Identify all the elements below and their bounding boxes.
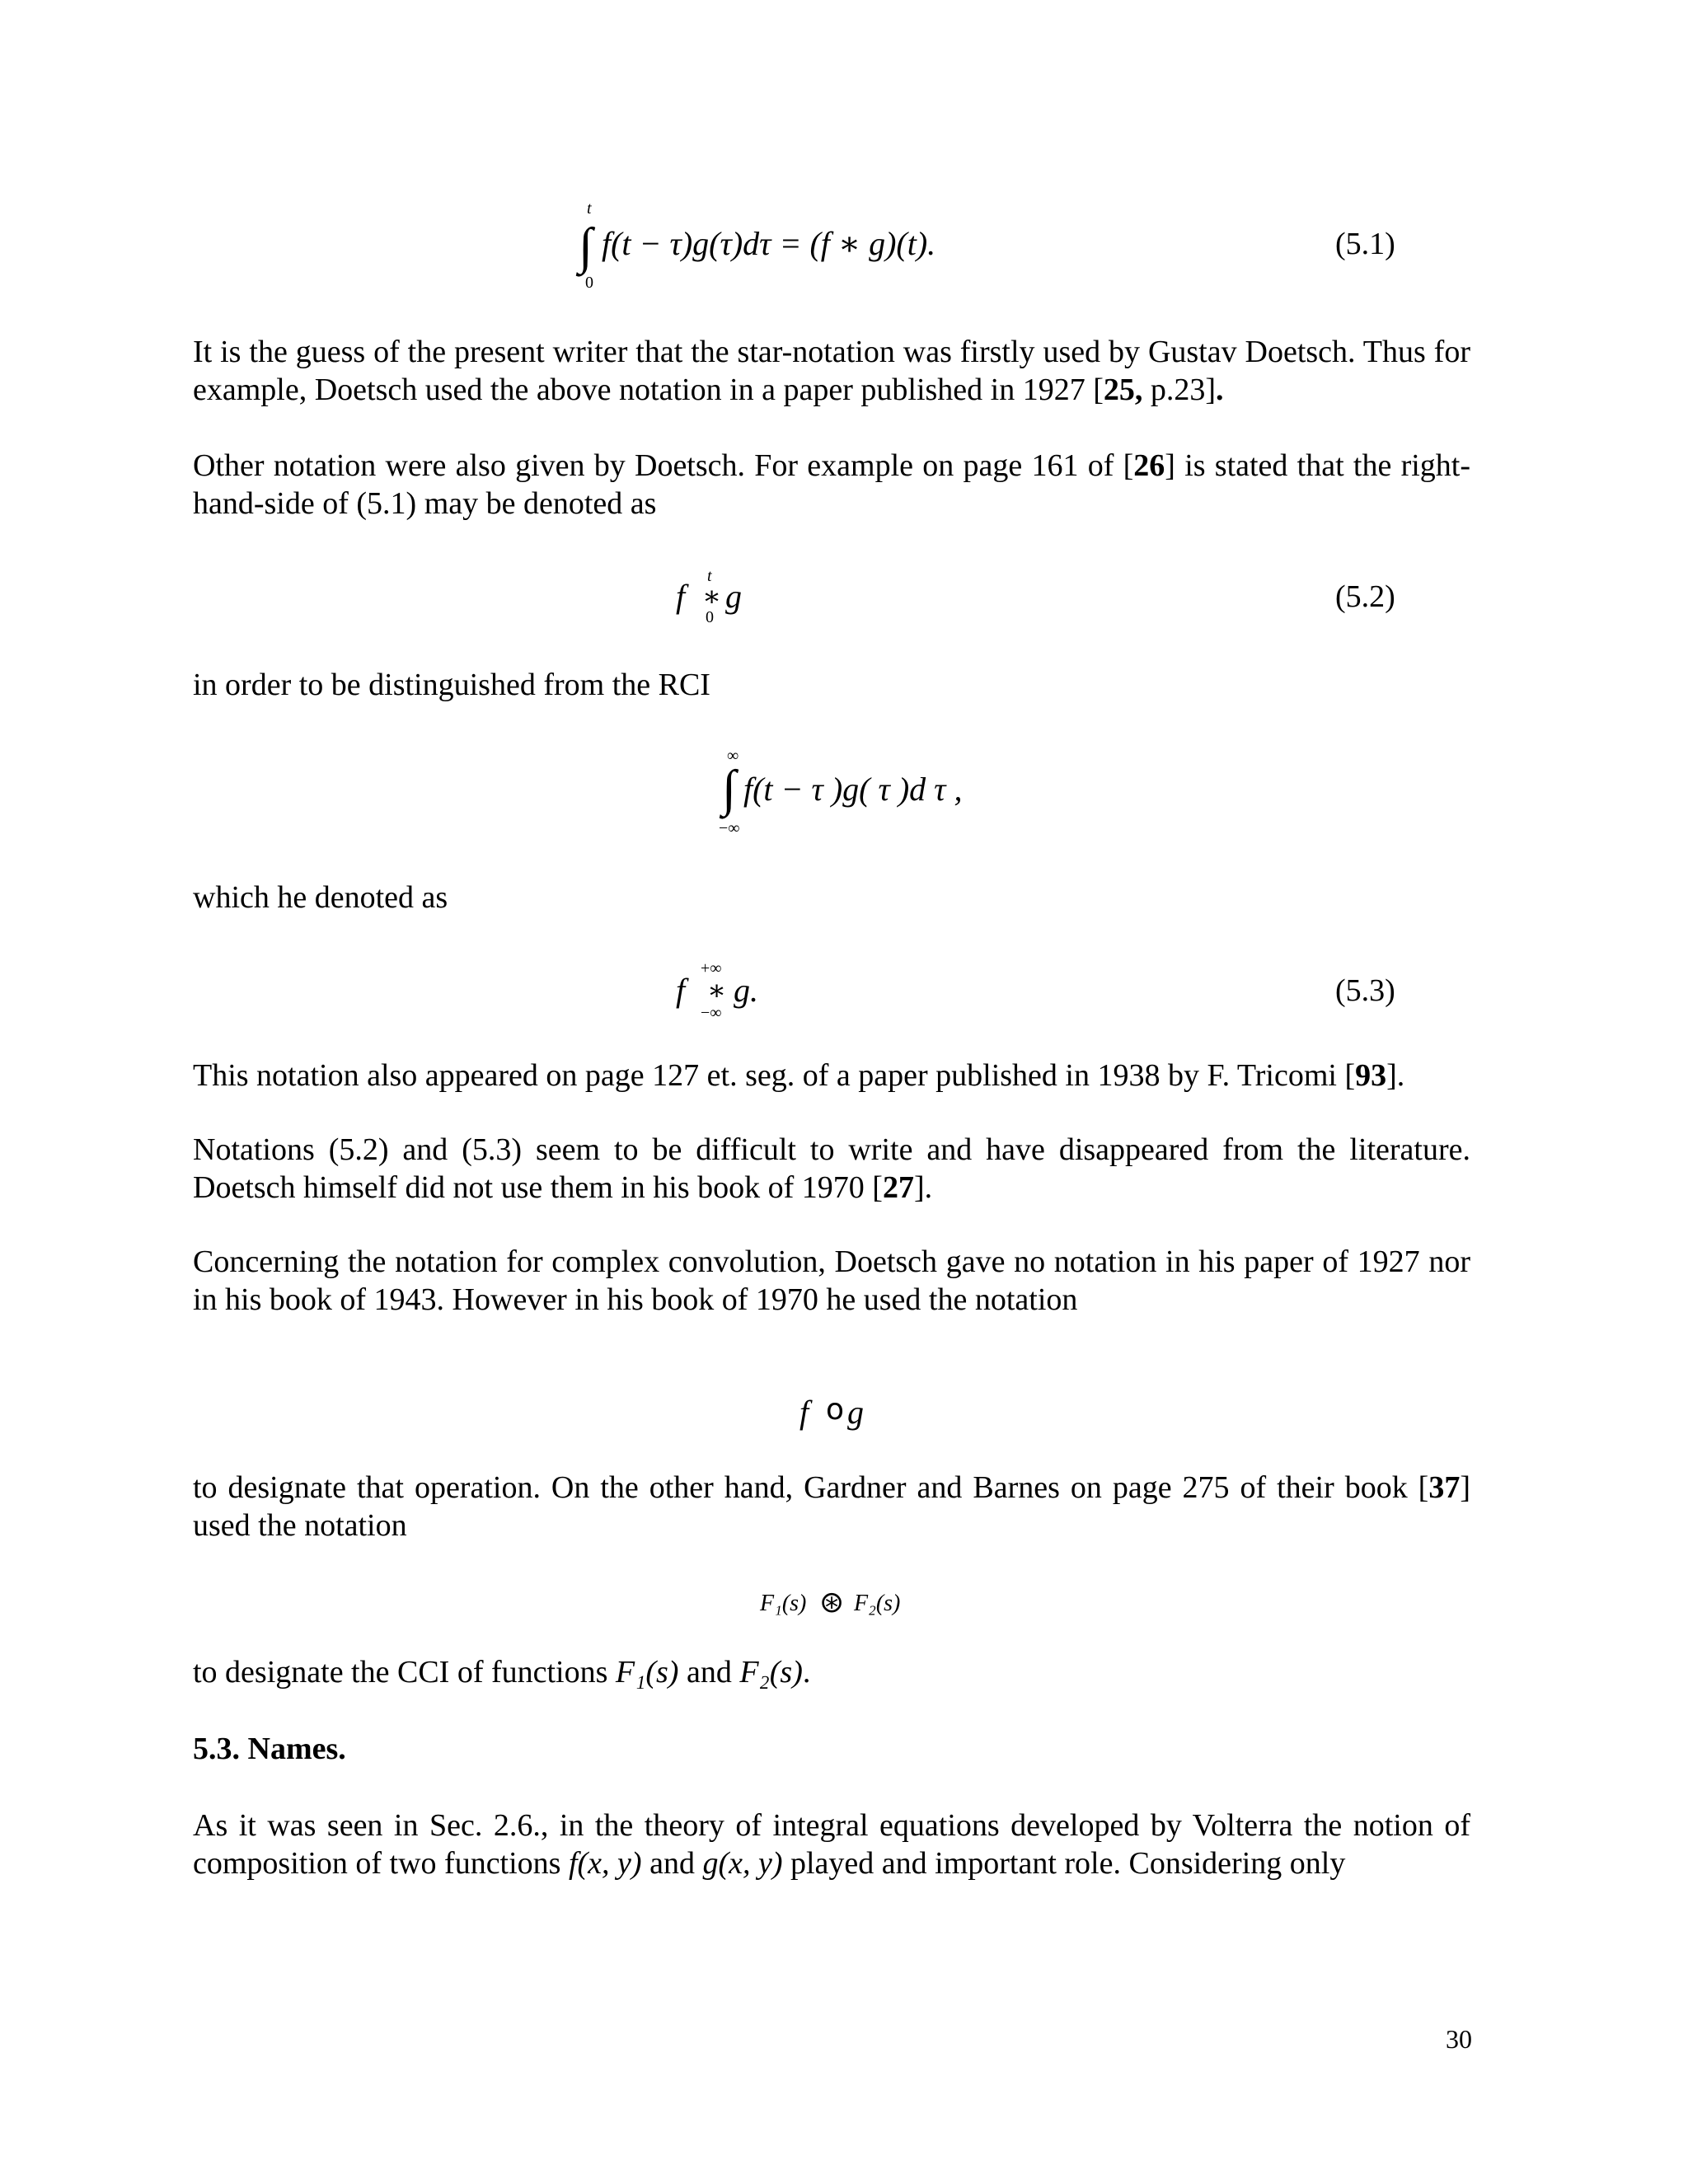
page-number: 30 (1446, 2024, 1472, 2054)
eq3-number: (5.3) (1335, 973, 1395, 1008)
eq1-body: f(t − τ)g(τ)dτ = (f ∗ g)(t). (602, 225, 936, 262)
eq3-g: g. (734, 972, 758, 1009)
paragraph-rci: in order to be distinguished from the RCI (193, 668, 710, 702)
paragraph-star-notation: It is the guess of the present writer that the star-notation was firstly used by Gustav Doetsch. Thus for example, Doetsch used the above notation in a paper published in 1927 [25, p.23]. (193, 335, 1470, 407)
rci-body: f(t − τ )g( τ )d τ , (743, 771, 963, 808)
rci-lower-limit: −∞ (719, 819, 740, 837)
cci-left: F₁(s) (760, 1591, 807, 1616)
integral-sign: ∫ (722, 761, 736, 817)
fog-f: f (799, 1394, 809, 1431)
paragraph-denoted: which he denoted as (193, 880, 448, 915)
eq2-g: g (725, 578, 742, 615)
ref-93: 93 (1355, 1058, 1387, 1093)
rci-upper-limit: ∞ (727, 747, 739, 765)
eq2-lower-limit: 0 (706, 608, 714, 626)
eq3-lower-limit: −∞ (701, 1004, 722, 1022)
paragraph-other-notation: Other notation were also given by Doetsch. For example on page 161 of [26] is stated that the right-hand-side of (5.1) may be denoted as (193, 448, 1470, 521)
eq3-upper-limit: +∞ (701, 959, 722, 977)
integral-sign: ∫ (579, 218, 593, 274)
paragraph-tricomi: This notation also appeared on page 127 et. seg. of a paper published in 1938 by F. Tricomi [93]. (193, 1058, 1405, 1093)
eq1-upper-limit: t (587, 199, 592, 218)
fog-circle-operator: o (826, 1393, 845, 1427)
eq2-upper-limit: t (707, 567, 712, 585)
eq2-number: (5.2) (1335, 579, 1395, 614)
paragraph-difficult-notations: Notations (5.2) and (5.3) seem to be difficult to write and have disappeared from the literature. Doetsch himself did not use them in his book of 1970 [27]. (193, 1132, 1470, 1205)
cci-right: F₂(s) (854, 1591, 901, 1616)
paragraph-gardner-barnes: to designate that operation. On the other hand, Gardner and Barnes on page 275 of their book [37] used the notation (193, 1470, 1470, 1543)
ref-26: 26 (1133, 448, 1165, 483)
eq3-star: ∗ (707, 976, 727, 1006)
ref-27: 27 (882, 1170, 914, 1205)
ref-25: 25, (1103, 373, 1143, 407)
eq3-f: f (676, 972, 686, 1009)
eq1-lower-limit: 0 (585, 274, 593, 292)
eq2-f: f (676, 578, 686, 615)
paragraph-names: As it was seen in Sec. 2.6., in the theory of integral equations developed by Volterra the notion of composition of two functions f(x, y) and g(x, y) played and important role. Considering only (193, 1808, 1470, 1881)
paragraph-complex-convolution: Concerning the notation for complex convolution, Doetsch gave no notation in his paper of 1927 nor in his book of 1943. However in his book of 1970 he used the notation (193, 1244, 1470, 1317)
cci-operator: ⊛ (819, 1586, 845, 1619)
ref-37: 37 (1428, 1470, 1461, 1505)
section-heading: 5.3. Names. (193, 1732, 346, 1766)
eq2-star: ∗ (702, 582, 722, 612)
fog-g: g (847, 1394, 864, 1431)
paragraph-cci-functions: to designate the CCI of functions F₁(s) and F₂(s). (193, 1655, 811, 1690)
eq1-number: (5.1) (1335, 227, 1395, 261)
